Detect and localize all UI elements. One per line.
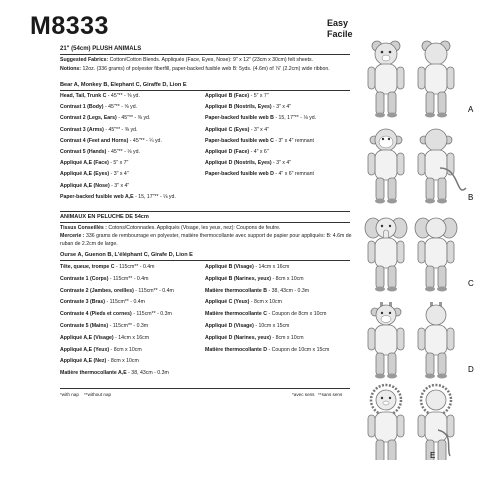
yardage-row — [60, 370, 169, 377]
yardage-row-value: - 115cm** - 0.4m — [135, 287, 174, 294]
yardage-row — [205, 323, 289, 330]
yardage-row-label: Contrast 4 (Feet and Horns) — [60, 137, 129, 144]
yardage-row-value: - 10cm x 15cm — [255, 323, 290, 329]
bear-illustration — [368, 41, 454, 118]
yardage-row-label: Paper-backed fusible web C — [205, 137, 274, 144]
yardage-row — [60, 149, 140, 156]
yardage-row — [205, 138, 314, 145]
yardage-row — [60, 311, 172, 318]
lion-illustration — [368, 385, 454, 460]
yardage-row-label: Matière thermocollante C — [205, 311, 267, 318]
yardage-row-value: - 45"** - ¼ yd. — [129, 137, 162, 144]
yardage-row — [205, 335, 304, 342]
difficulty-label — [327, 18, 353, 40]
yardage-row — [60, 104, 137, 111]
yardage-row — [60, 127, 137, 134]
yardage-row-label: Appliqué C (Yeux) — [205, 299, 250, 306]
yardage-row-label: Paper-backed fusible web A,E — [60, 193, 134, 200]
yardage-row-value: - 4" x 6" — [250, 149, 269, 155]
tissus-label: Tissus Conseillés : — [60, 225, 107, 231]
yardage-row-label: Head, Tail, Trunk C — [60, 93, 107, 99]
english-headline: 21" (54cm) PLUSH ANIMALS — [60, 46, 142, 52]
yardage-row-label: Contraste 5 (Mains) — [60, 323, 109, 329]
french-headline: ANIMAUX EN PELUCHE DE 54cm — [60, 214, 149, 220]
yardage-row-value: - 5" x 7" — [110, 160, 129, 167]
yardage-row-value: - 45"** - ⅜ yd. — [105, 126, 138, 133]
elephant-illustration — [365, 218, 457, 292]
divider — [60, 388, 350, 389]
yardage-row — [205, 347, 329, 354]
yardage-row-label: Appliqué A,E (Yeux) — [60, 346, 110, 353]
divider — [60, 90, 350, 91]
divider — [60, 54, 350, 55]
yardage-row-value: - 15, 17"** - ⅛ yd. — [135, 193, 176, 200]
yardage-row-value: - Coupon de 8cm x 10cm — [268, 311, 327, 318]
mercerie-label: Mercerie : — [60, 233, 85, 239]
yardage-row — [60, 160, 128, 167]
yardage-row-value: - 3" x 4" — [111, 182, 130, 189]
yardage-row-label: Contrast 5 (Hands) — [60, 149, 107, 155]
mercerie — [60, 232, 352, 248]
yardage-row — [60, 171, 129, 178]
divider — [60, 222, 350, 223]
difficulty-en: Easy — [327, 18, 349, 28]
yardage-row-value: - 45"** - ⅜ yd. — [107, 93, 140, 99]
yardage-row-value: - 115cm** - 0.3m — [109, 323, 149, 329]
view-letter-a: A — [468, 105, 474, 114]
yardage-row — [60, 93, 140, 100]
mercerie-text: 336 grams de rembourrage en polyester, matière thermocollante avec support de papier pour appliqués: B: 4.6m de ruban de 2.2cm de large. — [60, 233, 352, 247]
yardage-row-label: Paper-backed fusible web D — [205, 171, 274, 178]
notions-text: 12oz. (336 grams) of polyester fiberfill, paper-backed fusible web B: 5yds. (4.6m) of ⅞" (2.2cm) wide ribbon. — [82, 66, 330, 72]
yardage-row-value: - Coupon de 10cm x 15cm — [268, 346, 330, 353]
yardage-row-value: - 115cm** - 0.4m — [106, 299, 145, 306]
yardage-row-value: - 45"** - ⅝ yd. — [104, 104, 138, 111]
yardage-row-label: Contrast 1 (Body) — [60, 104, 104, 111]
yardage-row — [60, 299, 145, 306]
yardage-row-value: - 14cm x 16cm — [255, 264, 290, 270]
yardage-row-label: Appliqué D (Face) — [205, 149, 250, 155]
yardage-row-value: - 115cm** - 0.4m — [115, 264, 155, 270]
yardage-row-label: Contraste 2 (Jambes, oreilles) — [60, 287, 134, 294]
footnote-with-nap: *with nap — [60, 392, 79, 397]
footnote-avec-sens: *avec sens — [292, 392, 315, 397]
yardage-row — [205, 160, 291, 167]
yardage-row-value: - 3" x 4" — [273, 104, 292, 111]
yardage-row-value: - 8cm x 10cm — [110, 346, 142, 353]
pattern-number: M8333 — [30, 12, 109, 40]
suggested-fabrics-text: Cotton/Cotton Blends. Appliqués (Face, Eyes, Nose): 9" x 12" (23cm x 30cm) felt sheets. — [109, 57, 314, 63]
yardage-row-label: Appliqué A,E (Nose) — [60, 182, 110, 189]
yardage-row-value: - 8cm x 10cm — [107, 358, 139, 365]
yardage-row — [205, 127, 269, 134]
yardage-row-label: Appliqué A,E (Visage) — [60, 334, 114, 341]
yardage-row-value: - 3" x 4" — [110, 171, 129, 178]
yardage-row — [60, 194, 176, 201]
footnote-sans-sens: **sans sens — [318, 392, 343, 397]
yardage-row-label: Appliqué D (Nostrils, Eyes) — [205, 160, 272, 167]
yardage-row-value: - 14cm x 16cm — [115, 334, 150, 341]
french-views-heading: Ourse A, Guenon B, L'éléphant C, Girafe D, Lion E — [60, 252, 193, 258]
giraffe-illustration — [368, 302, 454, 379]
yardage-row — [60, 115, 150, 122]
yardage-row-label: Appliqué B (Visage) — [205, 264, 254, 270]
yardage-row — [205, 149, 269, 156]
tissus-conseilles — [60, 224, 352, 232]
yardage-row — [60, 183, 129, 190]
yardage-row-value: - 115cm** - 0.3m — [133, 311, 172, 318]
divider — [60, 211, 350, 212]
yardage-row-value: - 38, 43cm - 0.3m — [268, 287, 310, 294]
yardage-row-value: - 3" x 4" remnant — [275, 137, 314, 144]
view-letter-c: C — [468, 279, 474, 288]
yardage-row-value: - 5" x 7" — [250, 93, 269, 99]
yardage-row-label: Appliqué A,E (Face) — [60, 160, 109, 167]
view-letter-b: B — [468, 193, 474, 202]
footnote-without-nap: **without nap — [84, 392, 112, 397]
yardage-row-label: Contraste 4 (Pieds et cornes) — [60, 311, 132, 318]
view-letter-e: E — [430, 451, 436, 460]
yardage-row-label: Matière thermocollante A,E — [60, 370, 127, 377]
yardage-row-value: - 8cm x 10cm — [272, 275, 304, 282]
yardage-row — [60, 323, 148, 330]
yardage-row-label: Appliqué B (Nostrils, Eyes) — [205, 104, 272, 111]
yardage-row-label: Matière thermocollante D — [205, 346, 267, 353]
yardage-row-value: - 8cm x 10cm — [250, 299, 282, 306]
view-letter-d: D — [468, 365, 474, 374]
yardage-row-value: - 3" x 4" — [250, 126, 269, 133]
monkey-illustration — [368, 129, 466, 204]
yardage-row — [205, 264, 289, 271]
suggested-fabrics-label: Suggested Fabrics: — [60, 57, 109, 63]
yardage-row — [205, 93, 269, 100]
yardage-row-label: Tête, queue, trompe C — [60, 264, 115, 270]
yardage-row-label: Contrast 3 (Arms) — [60, 126, 104, 133]
yardage-row-label: Appliqué C (Eyes) — [205, 126, 250, 133]
suggested-fabrics — [60, 56, 352, 64]
yardage-row — [205, 276, 304, 283]
yardage-row-value: - 45"** - ⅛ yd. — [107, 149, 140, 155]
notions-label: Notions: — [60, 66, 82, 72]
yardage-row — [60, 288, 174, 295]
difficulty-fr: Facile — [327, 29, 353, 39]
yardage-row — [205, 311, 326, 318]
yardage-row — [60, 138, 162, 145]
yardage-row — [205, 115, 316, 122]
tissus-text: Cotons/Cotonnades. Appliqués (Visage, les yeux, nez): Coupons de feutre. — [108, 225, 281, 231]
divider — [60, 260, 350, 261]
yardage-row-value: - 45"** - ⅜ yd. — [118, 115, 151, 122]
yardage-row-label: Contraste 1 (Corps) — [60, 275, 109, 282]
yardage-row — [60, 347, 142, 354]
yardage-row-value: - 15, 17"** - ⅛ yd. — [275, 115, 317, 122]
yardage-row-label: Appliqué D (Narines, yeux) — [205, 334, 272, 341]
yardage-row-label: Appliqué B (Narines, yeux) — [205, 275, 272, 282]
yardage-row — [205, 171, 314, 178]
yardage-row-label: Appliqué B (Face) — [205, 93, 250, 99]
yardage-row-label: Contraste 3 (Bras) — [60, 299, 105, 306]
yardage-row — [60, 276, 148, 283]
yardage-row-value: - 38, 43cm - 0.3m — [128, 370, 169, 377]
yardage-row — [60, 358, 139, 365]
yardage-row-value: - 3" x 4" — [273, 160, 292, 167]
yardage-row-label: Appliqué A,E (Eyes) — [60, 171, 110, 178]
notions — [60, 65, 352, 73]
yardage-row — [205, 299, 282, 306]
yardage-row-label: Contrast 2 (Legs, Ears) — [60, 115, 117, 122]
yardage-row — [60, 264, 154, 271]
yardage-row — [205, 288, 309, 295]
yardage-row-label: Paper-backed fusible web B — [205, 115, 274, 122]
yardage-row-value: - 115cm** - 0.4m — [109, 275, 149, 282]
yardage-row-label: Appliqué A,E (Nez) — [60, 358, 107, 365]
yardage-row-label: Matière thermocollante B — [205, 287, 267, 294]
yardage-row — [205, 104, 291, 111]
yardage-row-value: - 8cm x 10cm — [272, 334, 304, 341]
yardage-row-value: - 4" x 6" remnant — [275, 171, 314, 178]
view-illustrations — [356, 40, 496, 460]
yardage-row-label: Appliqué D (Visage) — [205, 323, 254, 329]
english-views-heading: Bear A, Monkey B, Elephant C, Giraffe D, Lion E — [60, 82, 187, 88]
yardage-row — [60, 335, 149, 342]
